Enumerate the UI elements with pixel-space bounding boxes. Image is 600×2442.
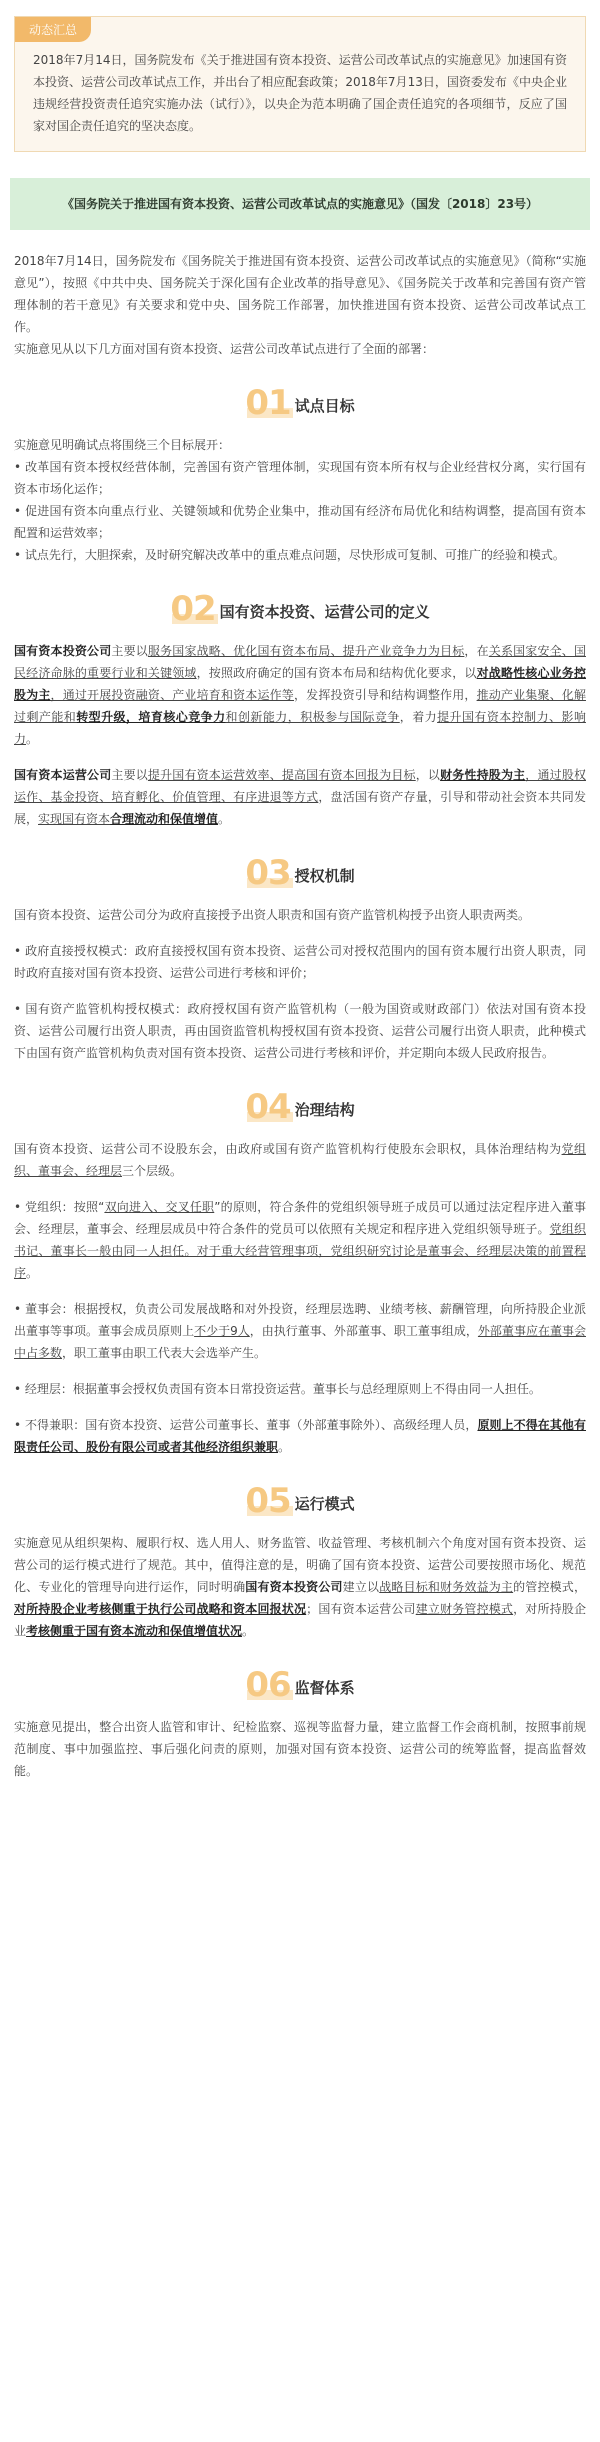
operation-company-definition: 国有资本运营公司主要以提升国有资本运营效率、提高国有资本回报为目标，以财务性持股为主，通过股权运作、基金投资、培育孵化、价值管理、有序进退等方式，盘活国有资产存量，引导和带动社会资本共同发展，实现国有资本合理流动和保值增值。 — [14, 768, 586, 826]
intro-paragraph: 2018年7月14日，国务院发布《国务院关于推进国有资本投资、运营公司改革试点的实施意见》（简称“实施意见”），按照《中共中央、国务院关于深化国有企业改革的指导意见》、《国务院关于改革和完善国有资产管理体制的若干意见》有关要求和党中央、国务院工作部署，加快推进国有资本投资、运营公司改革试点工作。 — [14, 254, 586, 334]
section-number: 03 — [245, 853, 291, 893]
bullet-item: • 改革国有资本授权经营体制，完善国有资产管理体制，实现国有资本所有权与企业经营权分离，实行国有资本市场化运作； — [14, 460, 586, 496]
section-number: 05 — [245, 1481, 291, 1521]
section-heading — [0, 586, 600, 629]
bullet-item: • 党组织：按照“双向进入、交叉任职”的原则，符合条件的党组织领导班子成员可以通过法定程序进入董事会、经理层，董事会、经理层成员中符合条件的党员可以依照有关规定和程序进入党组织领导班子。党组织书记、董事长一般由同一人担任。对于重大经营管理事项，党组织研究讨论是董事会、经理层决策的前置程序。 — [14, 1200, 586, 1280]
term-investment-company: 国有资本投资公司 — [14, 644, 112, 658]
document-title-banner: 《国务院关于推进国有资本投资、运营公司改革试点的实施意见》（国发〔2018〕23号） — [10, 178, 590, 230]
section-title: 试点目标 — [294, 397, 355, 415]
section-heading — [0, 850, 600, 893]
summary-text: 2018年7月14日，国务院发布《关于推进国有资本投资、运营公司改革试点的实施意见》加速国有资本投资、运营公司改革试点工作，并出台了相应配套政策；2018年7月13日，国资委发布《中央企业违规经营投资责任追究实施办法（试行）》，以央企为范本明确了国企责任追究的各项细节，反应了国家对国企责任追究的坚决态度。 — [33, 53, 567, 133]
intro-paragraph: 实施意见从以下几方面对国有资本投资、运营公司改革试点进行了全面的部署： — [14, 342, 435, 356]
section-title: 授权机制 — [294, 867, 355, 885]
bullet-item: • 国有资产监管机构授权模式：政府授权国有资产监管机构（一般为国资或财政部门）依法对国有资本投资、运营公司履行出资人职责，再由国资监管机构授权国有资本投资、运营公司履行出资人职责，此种模式下由国有资产监管机构负责对国有资本投资、运营公司进行考核和评价，并定期向本级人民政府报告。 — [14, 1002, 586, 1060]
term-operation-company: 国有资本运营公司 — [14, 768, 112, 782]
section-title: 国有资本投资、运营公司的定义 — [219, 603, 430, 621]
section-number: 02 — [170, 589, 216, 629]
section-paragraph: 实施意见明确试点将围绕三个目标展开： — [14, 438, 231, 452]
bullet-item: • 试点先行，大胆探索，及时研究解决改革中的重点难点问题，尽快形成可复制、可推广的经验和模式。 — [14, 548, 565, 562]
section-heading — [0, 1084, 600, 1127]
bullet-item: • 董事会：根据授权，负责公司发展战略和对外投资，经理层选聘、业绩考核、薪酬管理，向所持股企业派出董事等事项。董事会成员原则上不少于9人，由执行董事、外部董事、职工董事组成，外部董事应在董事会中占多数，职工董事由职工代表大会选举产生。 — [14, 1302, 586, 1360]
bullet-item: • 促进国有资本向重点行业、关键领域和优势企业集中，推动国有经济布局优化和结构调整，提高国有资本配置和运营效率； — [14, 504, 586, 540]
section-number: 04 — [245, 1087, 291, 1127]
summary-card — [14, 16, 586, 152]
section-paragraph: 国有资本投资、运营公司不设股东会，由政府或国有资产监管机构行使股东会职权，具体治理结构为党组织、董事会、经理层三个层级。 — [14, 1142, 586, 1178]
section-number: 01 — [245, 383, 291, 423]
section-heading — [0, 380, 600, 423]
section-paragraph: 国有资本投资、运营公司分为政府直接授予出资人职责和国有资产监管机构授予出资人职责两类。 — [14, 908, 531, 922]
section-paragraph: 实施意见从组织架构、履职行权、选人用人、财务监管、收益管理、考核机制六个角度对国有资本投资、运营公司的运行模式进行了规范。其中，值得注意的是，明确了国有资本投资、运营公司要按照市场化、规范化、专业化的管理导向进行运作，同时明确国有资本投资公司建立以战略目标和财务效益为主的管控模式，对所持股企业考核侧重于执行公司战略和资本回报状况；国有资本运营公司建立财务管控模式，对所持股企业考核侧重于国有资本流动和保值增值状况。 — [14, 1536, 586, 1638]
bullet-item: • 经理层：根据董事会授权负责国有资本日常投资运营。董事长与总经理原则上不得由同一人担任。 — [14, 1382, 541, 1396]
section-number: 06 — [245, 1665, 291, 1705]
summary-tag: 动态汇总 — [15, 17, 91, 42]
section-heading — [0, 1662, 600, 1705]
investment-company-definition: 国有资本投资公司主要以服务国家战略、优化国有资本布局、提升产业竞争力为目标，在关系国家安全、国民经济命脉的重要行业和关键领域，按照政府确定的国有资本布局和结构优化要求，以对战略性核心业务控股为主，通过开展投资融资、产业培育和资本运作等，发挥投资引导和结构调整作用，推动产业集聚、化解过剩产能和转型升级，培育核心竞争力和创新能力，积极参与国际竞争，着力提升国有资本控制力、影响力。 — [14, 644, 586, 746]
section-title: 监督体系 — [294, 1679, 355, 1697]
bullet-item: • 不得兼职：国有资本投资、运营公司董事长、董事（外部董事除外）、高级经理人员，原则上不得在其他有限责任公司、股份有限公司或者其他经济组织兼职。 — [14, 1418, 586, 1454]
section-title: 治理结构 — [294, 1101, 355, 1119]
section-heading — [0, 1478, 600, 1521]
bullet-item: • 政府直接授权模式：政府直接授权国有资本投资、运营公司对授权范围内的国有资本履行出资人职责，同时政府直接对国有资本投资、运营公司进行考核和评价； — [14, 944, 586, 980]
section-title: 运行模式 — [294, 1495, 355, 1513]
section-paragraph: 实施意见提出，整合出资人监管和审计、纪检监察、巡视等监督力量，建立监督工作会商机制，按照事前规范制度、事中加强监控、事后强化问责的原则，加强对国有资本投资、运营公司的统筹监督，提高监督效能。 — [14, 1720, 586, 1778]
page — [0, 16, 600, 1782]
